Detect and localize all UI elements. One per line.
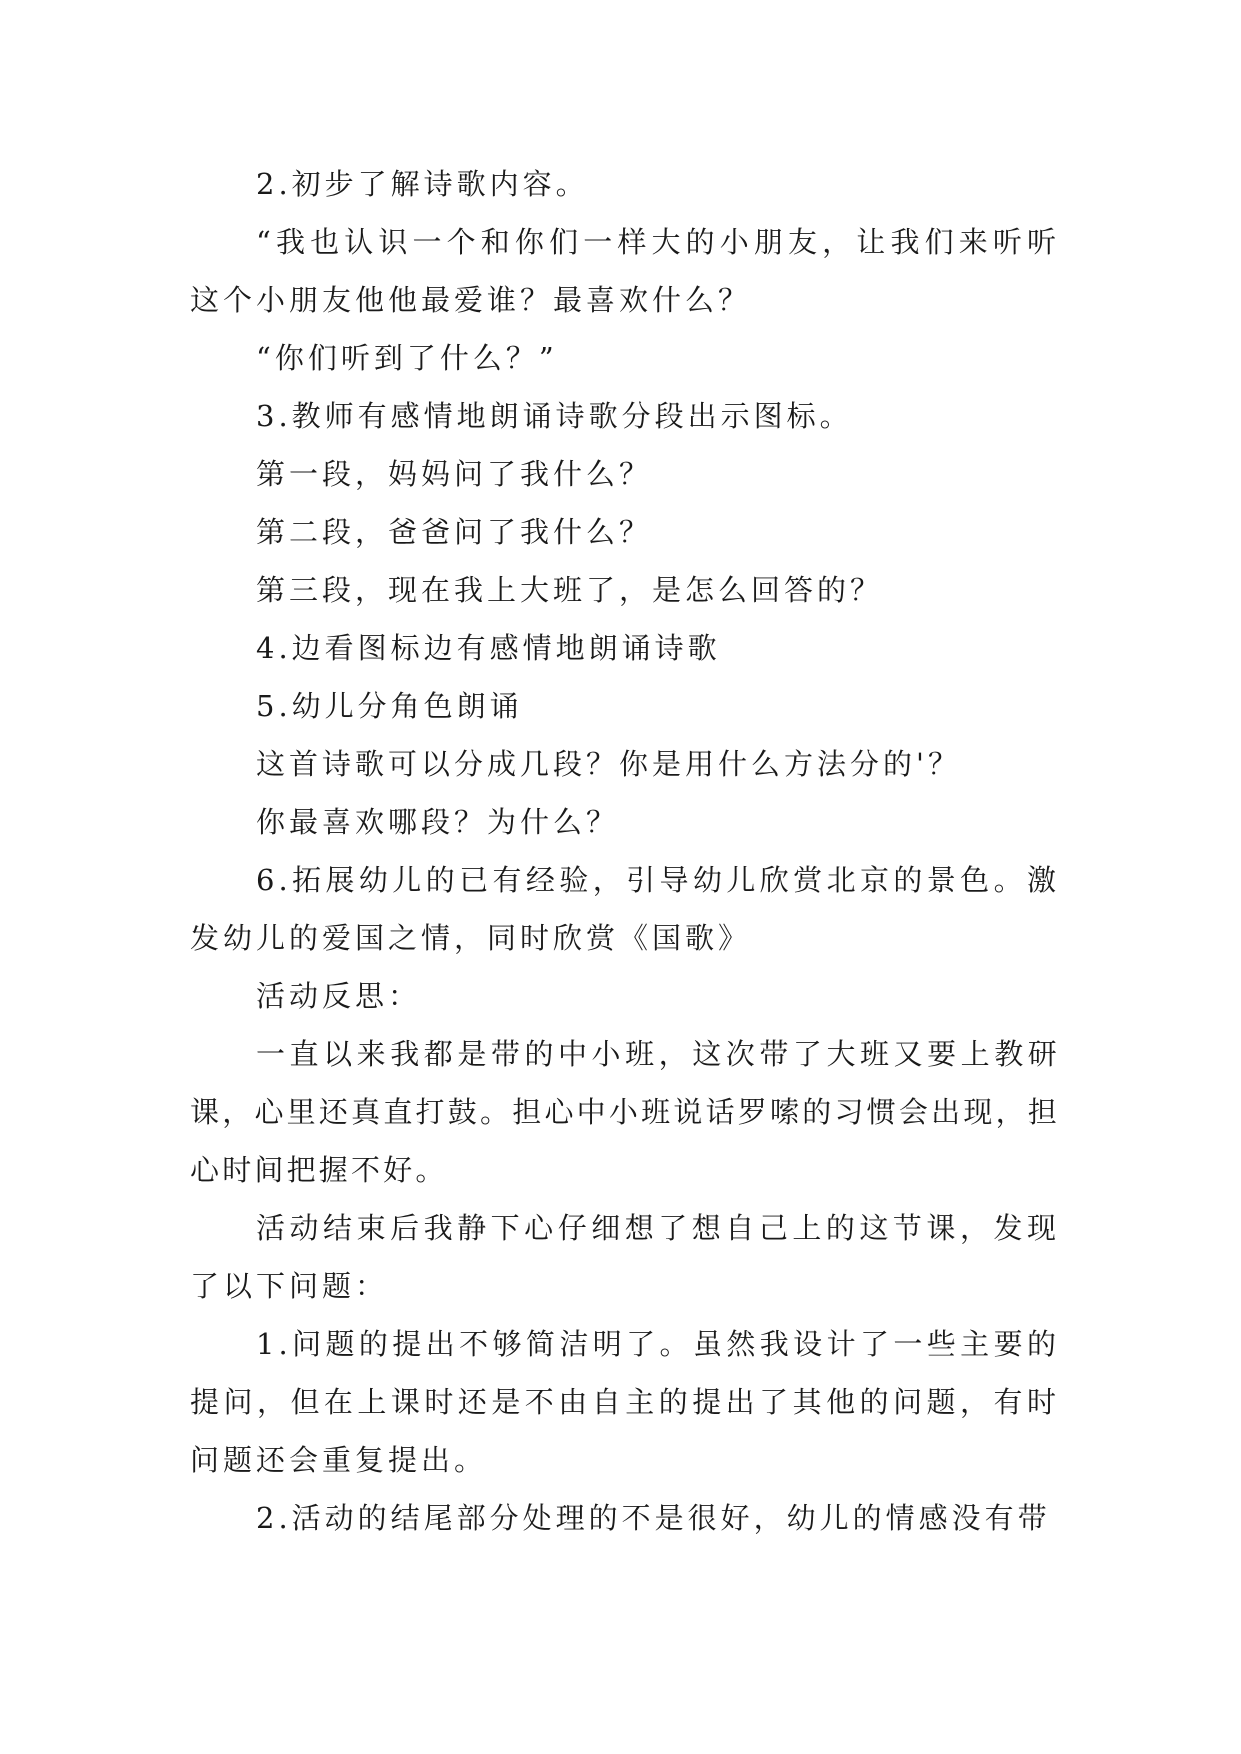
paragraph: 第二段，爸爸问了我什么？ [256,515,653,549]
paragraph: “我也认识一个和你们一样大的小朋友，让我们来听听这个小朋友他他最爱谁？最喜欢什么？ [190,225,1060,317]
paragraph: 这首诗歌可以分成几段？你是用什么方法分的'？ [256,747,961,781]
paragraph: 6.拓展幼儿的已有经验，引导幼儿欣赏北京的景色。激发幼儿的爱国之情，同时欣赏《国歌》 [190,863,1060,955]
paragraph: 第一段，妈妈问了我什么？ [256,457,653,491]
paragraph: 你最喜欢哪段？为什么？ [256,805,620,839]
paragraph: 2.活动的结尾部分处理的不是很好，幼儿的情感没有带 [256,1501,1051,1535]
document-body [190,155,1060,1547]
paragraph: “你们听到了什么？” [256,341,558,375]
paragraph: 活动结束后我静下心仔细想了想自己上的这节课，发现了以下问题： [190,1211,1060,1303]
paragraph: 4.边看图标边有感情地朗诵诗歌 [256,631,721,665]
paragraph: 3.教师有感情地朗诵诗歌分段出示图标。 [256,399,853,433]
paragraph: 一直以来我都是带的中小班，这次带了大班又要上教研课，心里还真直打鼓。担心中小班说话罗嗦的习惯会出现，担心时间把握不好。 [190,1037,1060,1187]
section-heading: 活动反思： [256,979,422,1013]
paragraph: 2.初步了解诗歌内容。 [256,167,589,201]
paragraph: 1.问题的提出不够简洁明了。虽然我设计了一些主要的提问，但在上课时还是不由自主的提出了其他的问题，有时问题还会重复提出。 [190,1327,1060,1477]
paragraph: 5.幼儿分角色朗诵 [256,689,523,723]
paragraph: 第三段，现在我上大班了，是怎么回答的？ [256,573,884,607]
